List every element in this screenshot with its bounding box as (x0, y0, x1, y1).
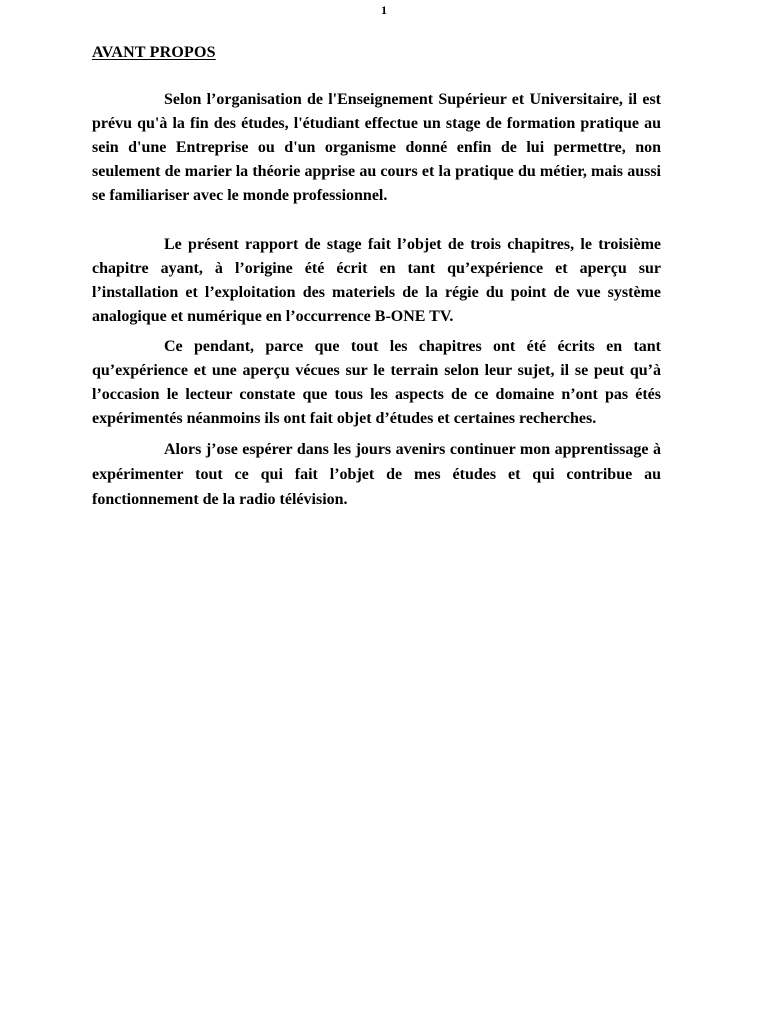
page-title: AVANT PROPOS (92, 44, 216, 61)
paragraph-1: Selon l’organisation de l'Enseignement Supérieur et Universitaire, il est prévu qu'à la fin des études, l'étudiant effectue un stage de formation pratique au sein d'une Entreprise ou d'un organisme donné enfin de lui permettre, non seulement de marier la théorie apprise au cours et la pratique du métier, mais aussi se familiariser avec le monde professionnel. (92, 91, 661, 204)
paragraph-4: Alors j’ose espérer dans les jours avenirs continuer mon apprentissage à expérimenter tout ce qui fait l’objet de mes études et qui contribue au fonctionnement de la radio télévision. (92, 441, 661, 508)
document-body (92, 88, 661, 512)
page-number: 1 (381, 3, 387, 17)
paragraph-3: Ce pendant, parce que tout les chapitres ont été écrits en tant qu’expérience et une aperçu vécues sur le terrain selon leur sujet, il se peut qu’à l’occasion le lecteur constate que tous les aspects de ce domaine n’ont pas étés expérimentés néanmoins ils ont fait objet d’études et certaines recherches. (92, 338, 661, 427)
paragraph-2: Le présent rapport de stage fait l’objet de trois chapitres, le troisième chapitre ayant, à l’origine été écrit en tant qu’expérience et aperçu sur l’installation et l’exploitation des materiels de la régie du point de vue système analogique et numérique en l’occurrence B-ONE TV. (92, 236, 661, 325)
